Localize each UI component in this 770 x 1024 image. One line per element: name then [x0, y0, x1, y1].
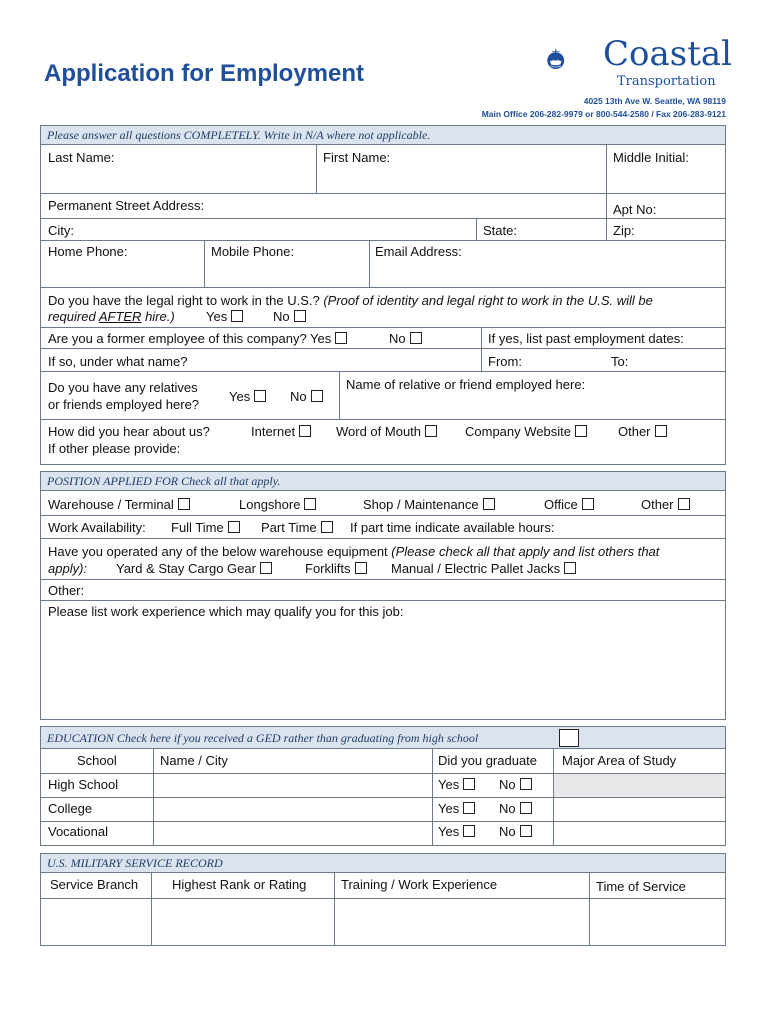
office-checkbox[interactable]: [582, 498, 594, 510]
city-label: City:: [48, 223, 74, 238]
college-no-label: No: [499, 801, 516, 816]
warehouse-checkbox[interactable]: [178, 498, 190, 510]
middle-initial-label: Middle Initial:: [613, 150, 689, 165]
page-title: Application for Employment: [44, 60, 365, 87]
equipment-note: (Please check all that apply and list others that: [391, 544, 660, 559]
other-position-label: Other: [641, 497, 674, 512]
relatives-yes-checkbox[interactable]: [254, 390, 266, 402]
company-address: 4025 13th Ave W. Seattle, WA 98119: [583, 96, 726, 106]
other-source-label: Other: [618, 424, 651, 439]
row-college: College: [48, 801, 93, 816]
col-school: School: [77, 753, 117, 768]
logo-subtitle: Transportation: [617, 74, 716, 89]
equipment-note-2: apply):: [48, 561, 88, 576]
state-label: State:: [483, 223, 517, 238]
legal-yes-checkbox[interactable]: [231, 310, 243, 322]
past-dates-label: If yes, list past employment dates:: [488, 331, 684, 346]
legal-question: Do you have the legal right to work in the U.S.?: [48, 293, 320, 308]
relative-name-label: Name of relative or friend employed here:: [346, 377, 586, 392]
street-label: Permanent Street Address:: [48, 198, 205, 213]
last-name-label: Last Name:: [48, 150, 115, 165]
part-time-label: Part Time: [261, 520, 317, 535]
college-yes-label: Yes: [438, 801, 460, 816]
legal-no-checkbox[interactable]: [294, 310, 306, 322]
hs-yes-checkbox[interactable]: [463, 778, 475, 790]
legal-note-after: AFTER: [98, 309, 142, 324]
hs-no-label: No: [499, 777, 516, 792]
forklifts-label: Forklifts: [305, 561, 351, 576]
col-service-branch: Service Branch: [50, 877, 139, 892]
row-vocational: Vocational: [48, 824, 108, 839]
other-equipment-label: Other:: [48, 583, 85, 598]
to-label: To:: [611, 354, 629, 369]
logo-name: Coastal: [603, 34, 733, 74]
forklifts-checkbox[interactable]: [355, 562, 367, 574]
ship-logo-icon: [546, 22, 606, 96]
from-label: From:: [488, 354, 522, 369]
shop-checkbox[interactable]: [483, 498, 495, 510]
legal-no-label: No: [273, 309, 290, 324]
full-time-label: Full Time: [171, 520, 224, 535]
col-training: Training / Work Experience: [341, 877, 498, 892]
education-header: EDUCATION Check here if you received a GED rather than graduating from high school: [47, 731, 479, 745]
under-name-label: If so, under what name?: [48, 354, 188, 369]
shop-label: Shop / Maintenance: [363, 497, 479, 512]
home-phone-label: Home Phone:: [48, 244, 128, 259]
position-section: [40, 471, 726, 720]
col-time-of-service: Time of Service: [596, 879, 686, 894]
part-time-hours-label: If part time indicate available hours:: [350, 520, 555, 535]
company-phones: Main Office 206-282-9979 or 800-544-2580 / Fax 206-283-9121: [481, 109, 726, 119]
education-section: [40, 726, 726, 846]
voc-no-checkbox[interactable]: [520, 825, 532, 837]
voc-yes-checkbox[interactable]: [463, 825, 475, 837]
former-no-checkbox[interactable]: [410, 332, 422, 344]
internet-checkbox[interactable]: [299, 425, 311, 437]
hs-no-checkbox[interactable]: [520, 778, 532, 790]
col-name-city: Name / City: [160, 753, 228, 768]
office-label: Office: [544, 497, 578, 512]
relatives-yes-label: Yes: [229, 389, 251, 404]
relatives-question-2: or friends employed here?: [48, 397, 200, 412]
first-name-label: First Name:: [323, 150, 391, 165]
part-time-checkbox[interactable]: [321, 521, 333, 533]
former-no-label: No: [389, 331, 406, 346]
mobile-phone-label: Mobile Phone:: [211, 244, 295, 259]
relatives-question: Do you have any relatives: [48, 380, 198, 395]
voc-no-label: No: [499, 824, 516, 839]
relatives-no-label: No: [290, 389, 307, 404]
pallet-checkbox[interactable]: [564, 562, 576, 574]
college-no-checkbox[interactable]: [520, 802, 532, 814]
former-yes-checkbox[interactable]: [335, 332, 347, 344]
internet-label: Internet: [251, 424, 296, 439]
legal-note-hire: hire.): [141, 309, 175, 324]
legal-yes-label: Yes: [206, 309, 228, 324]
col-major: Major Area of Study: [562, 753, 677, 768]
col-highest-rank: Highest Rank or Rating: [172, 877, 307, 892]
military-section: [40, 853, 726, 946]
warehouse-label: Warehouse / Terminal: [48, 497, 174, 512]
yard-checkbox[interactable]: [260, 562, 272, 574]
zip-label: Zip:: [613, 223, 635, 238]
word-of-mouth-checkbox[interactable]: [425, 425, 437, 437]
availability-label: Work Availability:: [48, 520, 146, 535]
yard-label: Yard & Stay Cargo Gear: [116, 561, 256, 576]
legal-note-2: required: [48, 309, 99, 324]
email-label: Email Address:: [375, 244, 462, 259]
personal-header: Please answer all questions COMPLETELY. Write in N/A where not applicable.: [41, 126, 725, 145]
company-website-label: Company Website: [465, 424, 571, 439]
row-high-school: High School: [48, 777, 119, 792]
apt-label: Apt No:: [613, 202, 657, 217]
other-position-checkbox[interactable]: [678, 498, 690, 510]
other-provide-label: If other please provide:: [48, 441, 181, 456]
former-employee-question: Are you a former employee of this company? Yes: [48, 331, 332, 346]
hs-yes-label: Yes: [438, 777, 460, 792]
full-time-checkbox[interactable]: [228, 521, 240, 533]
experience-label: Please list work experience which may qualify you for this job:: [48, 604, 404, 619]
personal-info-section: [40, 125, 726, 465]
military-header: U.S. MILITARY SERVICE RECORD: [41, 854, 725, 873]
hear-about-label: How did you hear about us?: [48, 424, 210, 439]
college-yes-checkbox[interactable]: [463, 802, 475, 814]
voc-yes-label: Yes: [438, 824, 460, 839]
relatives-no-checkbox[interactable]: [311, 390, 323, 402]
longshore-checkbox[interactable]: [304, 498, 316, 510]
legal-note: (Proof of identity and legal right to work in the U.S. will be: [323, 293, 653, 308]
company-website-checkbox[interactable]: [575, 425, 587, 437]
col-graduate: Did you graduate: [438, 753, 538, 768]
pallet-label: Manual / Electric Pallet Jacks: [391, 561, 561, 576]
longshore-label: Longshore: [239, 497, 301, 512]
other-source-checkbox[interactable]: [655, 425, 667, 437]
word-of-mouth-label: Word of Mouth: [336, 424, 422, 439]
equipment-question: Have you operated any of the below warehouse equipment: [48, 544, 388, 559]
ged-checkbox[interactable]: [559, 729, 579, 747]
position-header: POSITION APPLIED FOR Check all that apply.: [41, 472, 725, 491]
